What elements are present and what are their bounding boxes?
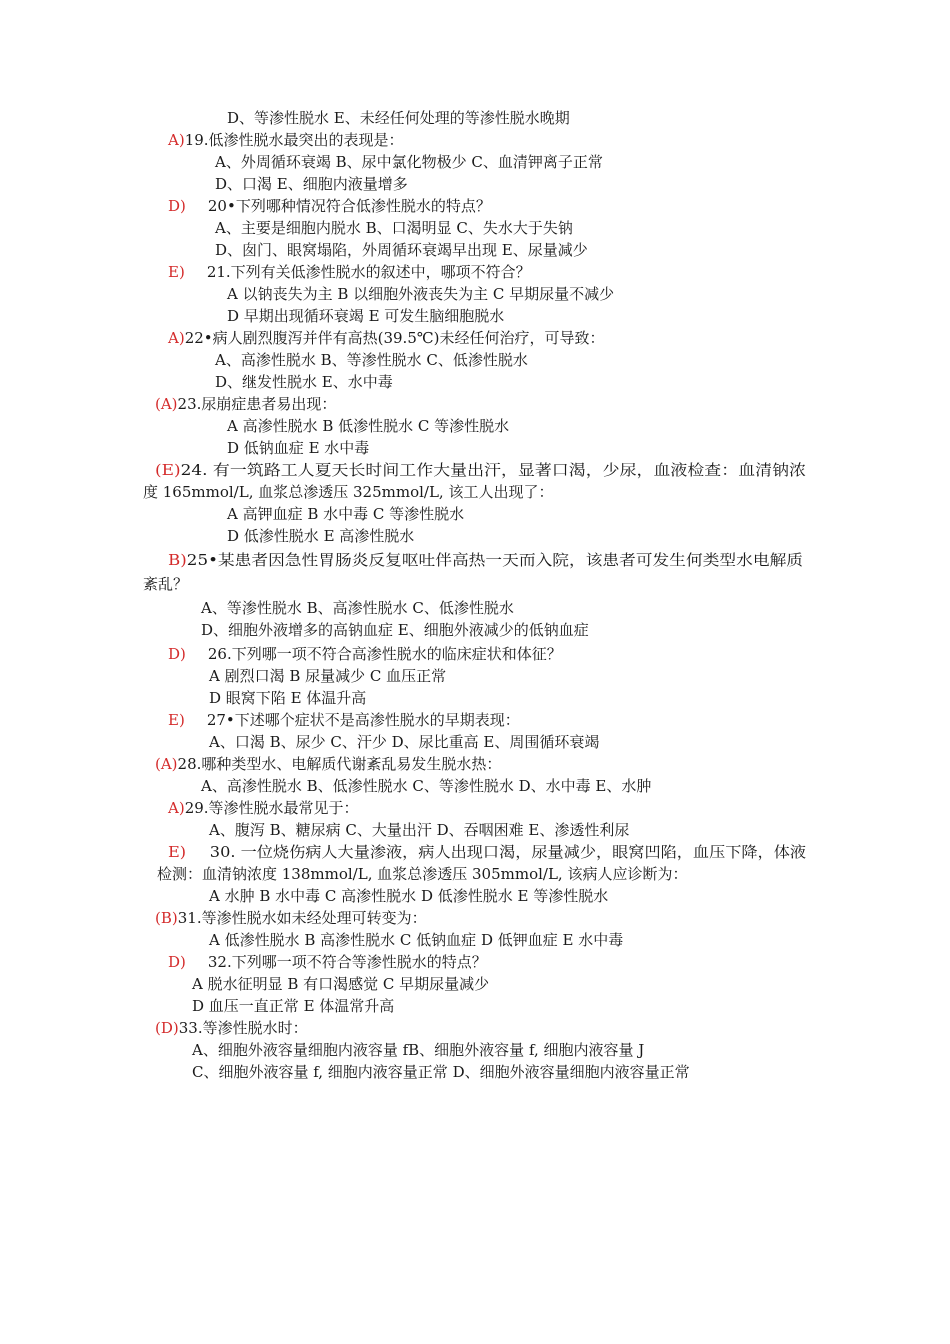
text-line xyxy=(215,174,408,194)
line-text: D 早期出现循环衰竭 E 可发生脑细胞脱水 xyxy=(227,307,505,325)
text-line xyxy=(227,284,614,304)
text-line xyxy=(227,438,369,458)
text-line xyxy=(157,864,687,884)
text-line xyxy=(155,1018,308,1038)
answer-mark: (A) xyxy=(155,395,178,413)
text-line xyxy=(209,886,608,906)
text-line xyxy=(215,372,393,392)
line-text: 24. 有一筑路工人夏天长时间工作大量出汗，显著口渴，少尿，血液检查：血清钠浓 xyxy=(180,461,806,479)
text-line xyxy=(168,952,487,972)
text-line xyxy=(201,620,589,640)
line-text: A、主要是细胞内脱水 B、口渴明显 C、失水大于失钠 xyxy=(215,219,573,237)
line-text: D、囱门、眼窝塌陷，外周循环衰竭早出现 E、尿量减少 xyxy=(215,241,588,259)
line-text: A、高渗性脱水 B、等渗性脱水 C、低渗性脱水 xyxy=(215,351,528,369)
text-line xyxy=(192,996,394,1016)
text-line xyxy=(209,688,366,708)
line-text: 33.等渗性脱水时： xyxy=(178,1019,308,1037)
answer-mark: E) xyxy=(168,711,185,729)
line-text: A 水肿 B 水中毒 C 高渗性脱水 D 低渗性脱水 E 等渗性脱水 xyxy=(209,887,609,905)
line-text: 26.下列哪一项不符合高渗性脱水的临床症状和体征？ xyxy=(207,645,562,663)
answer-mark: B) xyxy=(168,551,187,569)
line-text: D 眼窝下陷 E 体温升高 xyxy=(209,689,367,707)
text-line xyxy=(209,732,599,752)
line-text: 27•下述哪个症状不是高渗性脱水的早期表现： xyxy=(206,711,520,729)
answer-mark: A) xyxy=(168,799,185,817)
line-text: C、细胞外液容量 f, 细胞内液容量正常 D、细胞外液容量细胞内液容量正常 xyxy=(192,1063,690,1081)
answer-mark: D) xyxy=(168,645,186,663)
line-text: 23.尿崩症患者易出现： xyxy=(177,395,337,413)
line-text: 32.下列哪一项不符合等渗性脱水的特点？ xyxy=(207,953,487,971)
text-line xyxy=(227,526,414,546)
text-line xyxy=(168,196,491,216)
answer-mark: (A) xyxy=(155,755,178,773)
text-line xyxy=(168,130,404,150)
line-text: A、腹泻 B、糖尿病 C、大量出汗 D、吞咽困难 E、渗透性利尿 xyxy=(209,821,630,839)
text-line xyxy=(227,504,464,524)
text-line xyxy=(155,754,501,774)
answer-mark: D) xyxy=(168,197,186,215)
line-text: A 低渗性脱水 B 高渗性脱水 C 低钠血症 D 低钾血症 E 水中毒 xyxy=(209,931,624,949)
answer-mark: A) xyxy=(168,329,185,347)
answer-mark: D) xyxy=(168,953,186,971)
line-text: 30. 一位烧伤病人大量渗液，病人出现口渴，尿量减少，眼窝凹陷，血压下降，体液 xyxy=(209,843,807,861)
text-line xyxy=(168,644,562,664)
text-line xyxy=(168,710,520,730)
line-text: A、高渗性脱水 B、低渗性脱水 C、等渗性脱水 D、水中毒 E、水肿 xyxy=(201,777,652,795)
text-line xyxy=(215,350,528,370)
line-text: A 剧烈口渴 B 尿量减少 C 血压正常 xyxy=(209,667,447,685)
text-line xyxy=(155,460,806,480)
text-line xyxy=(227,416,509,436)
text-line xyxy=(168,262,531,282)
text-line xyxy=(155,394,336,414)
answer-mark: (B) xyxy=(155,909,178,927)
line-text: A 以钠丧失为主 B 以细胞外液丧失为主 C 早期尿量不减少 xyxy=(227,285,615,303)
line-text: D、继发性脱水 E、水中毒 xyxy=(215,373,393,391)
line-text: A、口渴 B、尿少 C、汗少 D、尿比重高 E、周围循环衰竭 xyxy=(209,733,600,751)
line-text: 31.等渗性脱水如未经处理可转变为： xyxy=(177,909,427,927)
line-text: A 高渗性脱水 B 低渗性脱水 C 等渗性脱水 xyxy=(227,417,510,435)
text-line xyxy=(168,798,359,818)
text-line xyxy=(209,820,629,840)
line-text: D 低渗性脱水 E 高渗性脱水 xyxy=(227,527,415,545)
text-line xyxy=(192,1062,690,1082)
text-line xyxy=(209,666,446,686)
text-line xyxy=(168,550,803,570)
text-line xyxy=(227,306,504,326)
text-line xyxy=(143,482,553,502)
text-line xyxy=(215,218,573,238)
text-line xyxy=(215,152,603,172)
text-line xyxy=(201,776,651,796)
text-line xyxy=(168,842,806,862)
answer-mark: A) xyxy=(168,131,185,149)
text-line xyxy=(201,598,514,618)
text-line xyxy=(215,240,588,260)
line-text: D 低钠血症 E 水中毒 xyxy=(227,439,370,457)
line-text: 21.下列有关低渗性脱水的叙述中，哪项不符合？ xyxy=(206,263,531,281)
text-line xyxy=(192,974,489,994)
text-line xyxy=(192,1040,644,1060)
line-text: A 高钾血症 B 水中毒 C 等渗性脱水 xyxy=(227,505,465,523)
answer-mark: E) xyxy=(168,843,187,861)
line-text: A 脱水征明显 B 有口渴感觉 C 早期尿量减少 xyxy=(192,975,490,993)
line-text: 检测：血清钠浓度 138mmol/L, 血浆总渗透压 305mmol/L, 该病人应诊断为： xyxy=(157,865,688,883)
line-text: D、口渴 E、细胞内液量增多 xyxy=(215,175,408,193)
line-text: D、细胞外液增多的高钠血症 E、细胞外液减少的低钠血症 xyxy=(201,621,589,639)
text-line xyxy=(168,328,605,348)
line-text: A、细胞外液容量细胞内液容量 fB、细胞外液容量 f, 细胞内液容量 J xyxy=(192,1041,645,1059)
line-text: 25•某患者因急性胃肠炎反复呕吐伴高热一天而入院，该患者可发生何类型水电解质 xyxy=(186,551,804,569)
line-text: 22•病人剧烈腹泻并伴有高热(39.5℃)未经任何治疗，可导致： xyxy=(184,329,605,347)
answer-mark: E) xyxy=(168,263,185,281)
line-text: D 血压一直正常 E 体温常升高 xyxy=(192,997,395,1015)
line-text: 29.等渗性脱水最常见于： xyxy=(184,799,359,817)
line-text: A、外周循环衰竭 B、尿中氯化物极少 C、血清钾离子正常 xyxy=(215,153,603,171)
line-text: A、等渗性脱水 B、高渗性脱水 C、低渗性脱水 xyxy=(201,599,514,617)
line-text: 28.哪种类型水、电解质代谢紊乱易发生脱水热： xyxy=(177,755,502,773)
text-line xyxy=(227,108,570,128)
answer-mark: (E) xyxy=(155,461,181,479)
text-line xyxy=(155,908,427,928)
line-text: 度 165mmol/L, 血浆总渗透压 325mmol/L, 该工人出现了： xyxy=(143,483,554,501)
line-text: D、等渗性脱水 E、未经任何处理的等渗性脱水晚期 xyxy=(227,109,570,127)
line-text: 19.低渗性脱水最突出的表现是： xyxy=(184,131,404,149)
line-text: 紊乱？ xyxy=(143,575,189,593)
line-text: 20•下列哪种情况符合低渗性脱水的特点？ xyxy=(207,197,491,215)
text-line xyxy=(209,930,623,950)
text-line xyxy=(143,574,188,594)
answer-mark: (D) xyxy=(155,1019,179,1037)
